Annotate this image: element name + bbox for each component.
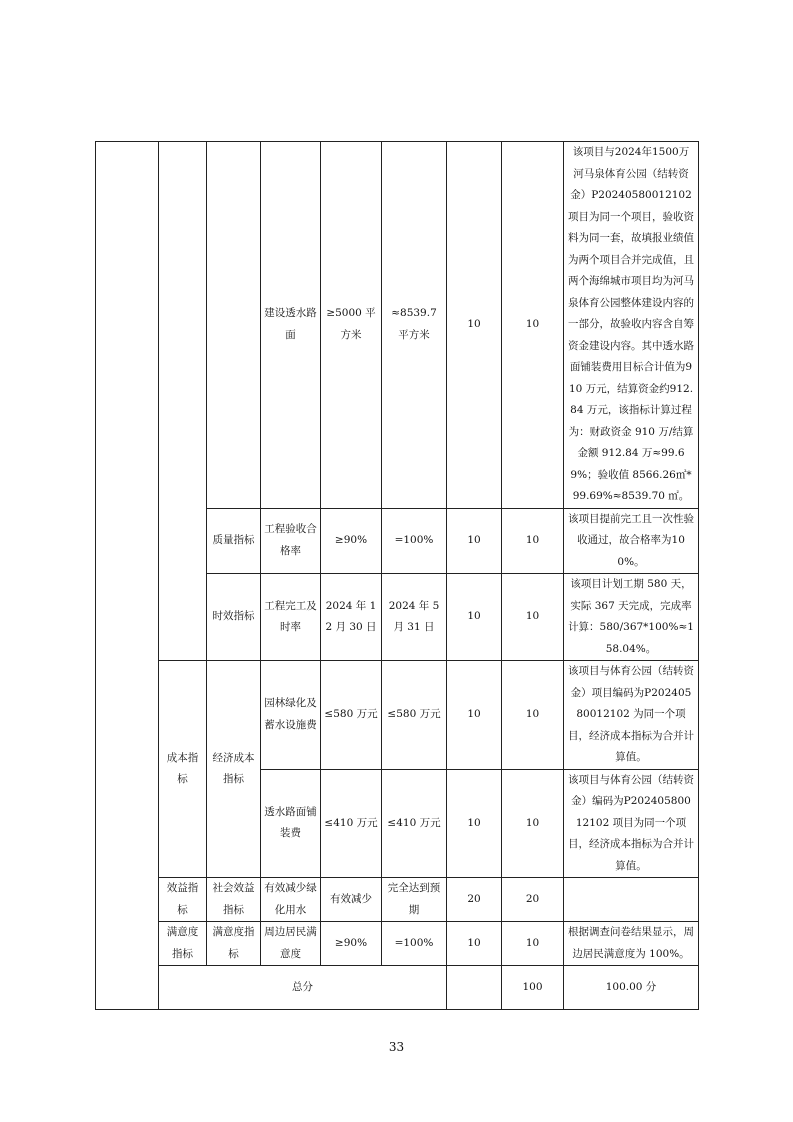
target-value: ≥90% bbox=[321, 922, 382, 966]
first-level-indicator-cell bbox=[96, 142, 159, 1010]
actual-value: ≈8539.7 平方米 bbox=[382, 142, 447, 509]
score-value: 10 bbox=[502, 661, 564, 770]
target-value: ≤580 万元 bbox=[321, 661, 382, 770]
actual-value: =100% bbox=[382, 508, 447, 574]
note-cell: 根据调查问卷结果显示，周边居民满意度为 100%。 bbox=[564, 922, 699, 966]
actual-value: ≤580 万元 bbox=[382, 661, 447, 770]
second-level-indicator-cell: 成本指标 bbox=[159, 661, 207, 878]
total-score: 100.00 分 bbox=[564, 966, 699, 1010]
note-cell bbox=[564, 878, 699, 922]
total-blank-cell bbox=[447, 966, 502, 1010]
table-row bbox=[96, 661, 699, 770]
weight-value: 20 bbox=[447, 878, 502, 922]
third-level-indicator-cell: 满意度指标 bbox=[207, 922, 261, 966]
third-level-indicator-cell: 社会效益指标 bbox=[207, 878, 261, 922]
weight-value: 10 bbox=[447, 508, 502, 574]
actual-value: =100% bbox=[382, 922, 447, 966]
second-level-indicator-cell: 效益指标 bbox=[159, 878, 207, 922]
note-cell: 该项目与体育公园（结转资金）编码为P20240580012102 项目为同一个项目，经济成本指标为合并计算值。 bbox=[564, 769, 699, 878]
score-value: 10 bbox=[502, 574, 564, 661]
page-number: 33 bbox=[388, 1040, 405, 1054]
third-level-indicator-cell: 时效指标 bbox=[207, 574, 261, 661]
total-row bbox=[96, 966, 699, 1010]
score-value: 10 bbox=[502, 508, 564, 574]
target-value: ≥90% bbox=[321, 508, 382, 574]
score-value: 10 bbox=[502, 922, 564, 966]
indicator-name: 有效减少绿化用水 bbox=[261, 878, 321, 922]
total-label: 总分 bbox=[159, 966, 447, 1010]
note-cell: 该项目提前完工且一次性验收通过，故合格率为100%。 bbox=[564, 508, 699, 574]
third-level-indicator-cell: 质量指标 bbox=[207, 508, 261, 574]
total-weight: 100 bbox=[502, 966, 564, 1010]
third-level-indicator-cell: 经济成本指标 bbox=[207, 661, 261, 878]
performance-indicator-table bbox=[95, 141, 699, 1010]
actual-value: ≤410 万元 bbox=[382, 769, 447, 878]
note-cell: 该项目与2024年1500万河马泉体育公园（结转资金）P20240580012102 项目为同一个项目，验收资料为同一套，故填报业绩值为两个项目合并完成值，且两个海绵城市项目均为河马泉体育公园整体建设内容的一部分，故验收内容含自筹资金建设内容。其中透水路面铺装费用目标合计值为910 万元，结算资金约912.84 万元，该指标计算过程为：财政资金 910 万/结算金额 912.84 万≈99.69%；验收值 8566.26㎡*99.69%≈8539.70 ㎡。 bbox=[564, 142, 699, 509]
table-row bbox=[96, 922, 699, 966]
score-value: 10 bbox=[502, 769, 564, 878]
indicator-name: 建设透水路面 bbox=[261, 142, 321, 509]
weight-value: 10 bbox=[447, 661, 502, 770]
note-cell: 该项目与体育公园（结转资金）项目编码为P20240580012102 为同一个项目，经济成本指标为合并计算值。 bbox=[564, 661, 699, 770]
target-value: 有效减少 bbox=[321, 878, 382, 922]
second-level-indicator-cell bbox=[159, 142, 207, 661]
weight-value: 10 bbox=[447, 574, 502, 661]
table-row bbox=[96, 878, 699, 922]
indicator-name: 周边居民满意度 bbox=[261, 922, 321, 966]
third-level-indicator-cell bbox=[207, 142, 261, 509]
weight-value: 10 bbox=[447, 922, 502, 966]
actual-value: 完全达到预期 bbox=[382, 878, 447, 922]
score-value: 20 bbox=[502, 878, 564, 922]
actual-value: 2024 年 5 月 31 日 bbox=[382, 574, 447, 661]
note-cell: 该项目计划工期 580 天，实际 367 天完成，完成率计算：580/367*100%≈158.04%。 bbox=[564, 574, 699, 661]
second-level-indicator-cell: 满意度指标 bbox=[159, 922, 207, 966]
score-value: 10 bbox=[502, 142, 564, 509]
target-value: ≥5000 平方米 bbox=[321, 142, 382, 509]
indicator-name: 工程验收合格率 bbox=[261, 508, 321, 574]
table-row bbox=[96, 142, 699, 509]
indicator-name: 园林绿化及蓄水设施费 bbox=[261, 661, 321, 770]
target-value: ≤410 万元 bbox=[321, 769, 382, 878]
weight-value: 10 bbox=[447, 769, 502, 878]
weight-value: 10 bbox=[447, 142, 502, 509]
target-value: 2024 年 12 月 30 日 bbox=[321, 574, 382, 661]
indicator-name: 透水路面铺装费 bbox=[261, 769, 321, 878]
indicator-name: 工程完工及时率 bbox=[261, 574, 321, 661]
